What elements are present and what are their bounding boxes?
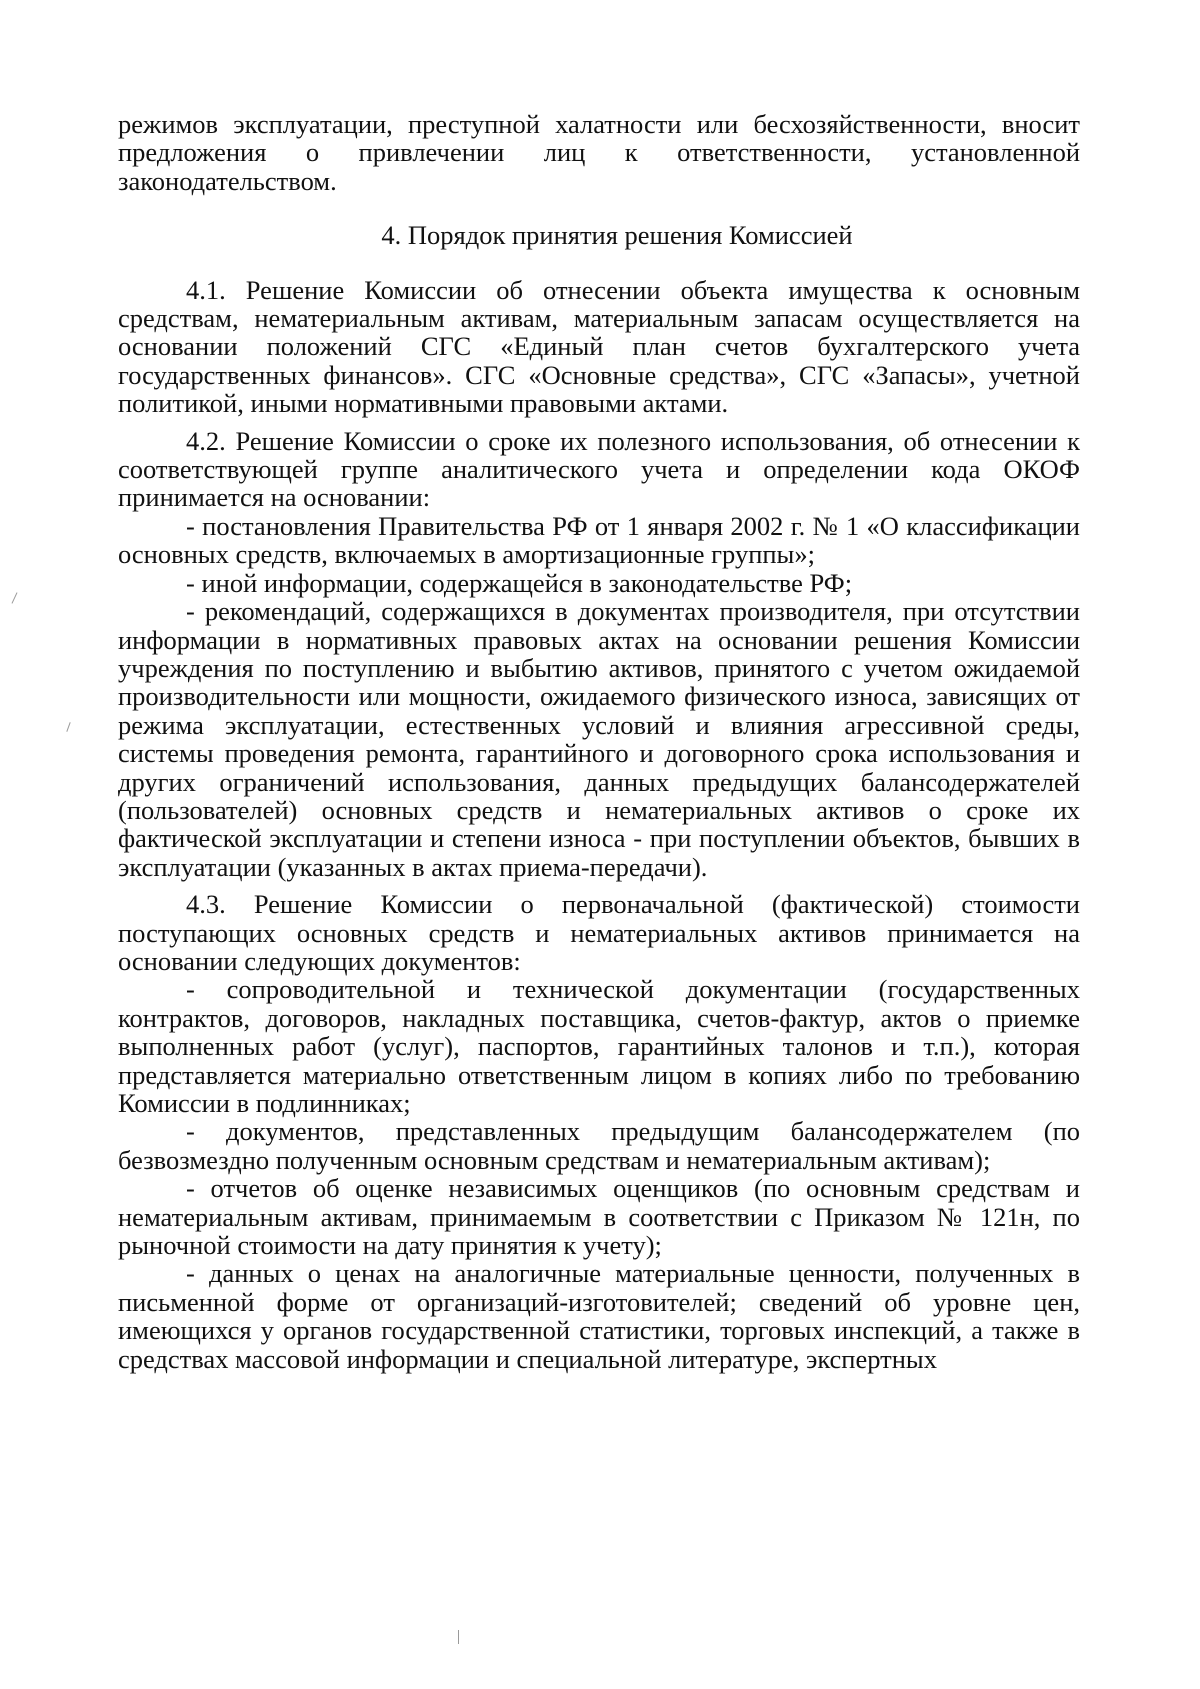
clause-4-2: 4.2. Решение Комиссии о сроке их полезного использования, об отнесении к соответствующей группе аналитического учета и определении кода ОКОФ принимается на основании: xyxy=(118,425,1080,513)
clause-4-1: 4.1. Решение Комиссии об отнесении объекта имущества к основным средствам, нематериальным активам, материальным запасам осуществляется на основании положений СГС «Единый план счетов бухгалтерского учета государственных финансов». СГС «Основные средства», СГС «Запасы», учетной политикой, иными нормативными правовыми актами. xyxy=(118,274,1080,419)
scan-speck xyxy=(458,1630,459,1644)
section-heading: 4. Порядок принятия решения Комиссией xyxy=(381,220,853,251)
continuation-paragraph: режимов эксплуатации, преступной халатности или бесхозяйственности, вносит предложения о привлечении лиц к ответственности, установленной законодательством. xyxy=(118,109,1080,196)
clause-4-3: 4.3. Решение Комиссии о первоначальной (фактической) стоимости поступающих основных средств и нематериальных активов принимается на основании следующих документов: xyxy=(118,889,1080,976)
clause-4-2-item: - иной информации, содержащейся в законодательстве РФ; xyxy=(186,567,853,598)
clause-4-3-item: - данных о ценах на аналогичные материальные ценности, полученных в письменной форме от организаций-изготовителей; сведений об уровне цен, имеющихся у органов государственной статистики, торговых инспекций, а также в средствах массовой информации и специальной литературе, экспертных xyxy=(118,1258,1080,1374)
clause-4-3-item: - документов, представленных предыдущим балансодержателем (по безвозмездно полученным основным средствам и нематериальным активам); xyxy=(118,1116,1080,1175)
clause-4-2-item: - рекомендаций, содержащихся в документах производителя, при отсутствии информации в нормативных правовых актах на основании решения Комиссии учреждения по поступлению и выбытию активов, принятого с учетом ожидаемой производительности или мощности, ожидаемого физического износа, зависящих от режима эксплуатации, естественных условий и влияния агрессивной среды, системы проведения ремонта, гарантийного и договорного срока использования и других ограничений использования, данных предыдущих балансодержателей (пользователей) основных средств и нематериальных активов о сроке их фактической эксплуатации и степени износа - при поступлении объектов, бывших в эксплуатации (указанных в актах приема-передачи). xyxy=(118,596,1080,882)
scan-speck xyxy=(66,722,70,732)
scan-speck xyxy=(12,592,18,603)
clause-4-2-item: - постановления Правительства РФ от 1 января 2002 г. № 1 «О классификации основных средств, включаемых в амортизационные группы»; xyxy=(118,510,1080,570)
document-page xyxy=(118,110,1080,1373)
clause-4-3-item: - отчетов об оценке независимых оценщиков (по основным средствам и нематериальным активам, принимаемым в соответствии с Приказом № 121н, по рыночной стоимости на дату принятия к учету); xyxy=(118,1173,1080,1261)
clause-4-3-item: - сопроводительной и технической документации (государственных контрактов, договоров, накладных поставщика, счетов-фактур, актов о приемке выполненных работ (услуг), паспортов, гарантийных талонов и т.п.), которая представляется материально ответственным лицом в копиях либо по требованию Комиссии в подлинниках; xyxy=(118,974,1080,1118)
